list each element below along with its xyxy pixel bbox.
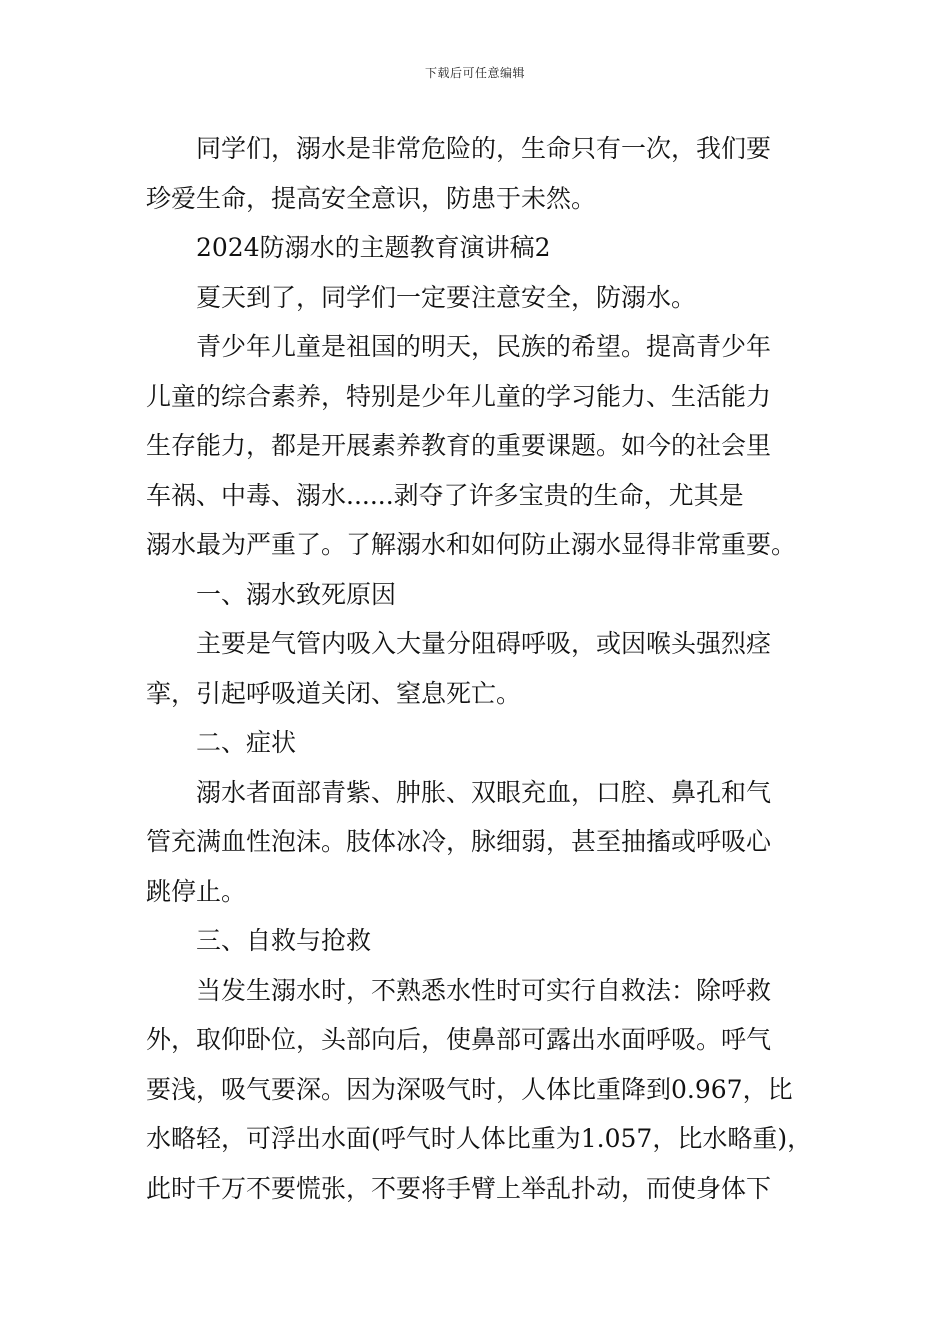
- text-line: 主要是气管内吸入大量分阻碍呼吸，或因喉头强烈痉: [196, 629, 772, 658]
- text-line: 儿童的综合素养，特别是少年儿童的学习能力、生活能力: [146, 381, 772, 411]
- text-line: 溺水者面部青紫、肿胀、双眼充血，口腔、鼻孔和气: [196, 777, 772, 807]
- text-line: 珍爱生命，提高安全意识，防患于未然。: [146, 183, 597, 213]
- text-line: 同学们，溺水是非常危险的，生命只有一次，我们要: [196, 134, 772, 163]
- section-heading: 二、症状: [196, 728, 297, 757]
- section-heading: 2024防溺水的主题教育演讲稿2: [196, 233, 551, 262]
- text-line: 车祸、中毒、溺水......剥夺了许多宝贵的生命，尤其是: [146, 480, 744, 510]
- text-line: 此时千万不要慌张，不要将手臂上举乱扑动，而使身体下: [146, 1173, 772, 1203]
- document-body: [146, 124, 822, 1213]
- text-line: 要浅，吸气要深。因为深吸气时，人体比重降到0.967，比: [146, 1074, 793, 1104]
- section-heading: 一、溺水致死原因: [196, 579, 397, 609]
- section-heading: 三、自救与抢救: [196, 926, 372, 955]
- text-line: 挛，引起呼吸道关闭、窒息死亡。: [146, 678, 522, 708]
- text-line: 当发生溺水时，不熟悉水性时可实行自救法：除呼救: [196, 975, 772, 1005]
- text-line: 溺水最为严重了。了解溺水和如何防止溺水显得非常重要。: [146, 530, 797, 559]
- page-header-note: 下载后可任意编辑: [424, 66, 525, 80]
- text-line: 跳停止。: [146, 876, 247, 906]
- text-line: 水略轻，可浮出水面(呼气时人体比重为1.057，比水略重)，: [146, 1124, 813, 1153]
- text-line: 外，取仰卧位，头部向后，使鼻部可露出水面呼吸。呼气: [146, 1025, 772, 1054]
- text-line: 管充满血性泡沫。肢体冰冷，脉细弱，甚至抽搐或呼吸心: [146, 827, 772, 856]
- text-line: 夏天到了，同学们一定要注意安全，防溺水。: [196, 282, 697, 312]
- text-line: 青少年儿童是祖国的明天，民族的希望。提高青少年: [196, 332, 772, 361]
- text-line: 生存能力，都是开展素养教育的重要课题。如今的社会里: [146, 431, 772, 460]
